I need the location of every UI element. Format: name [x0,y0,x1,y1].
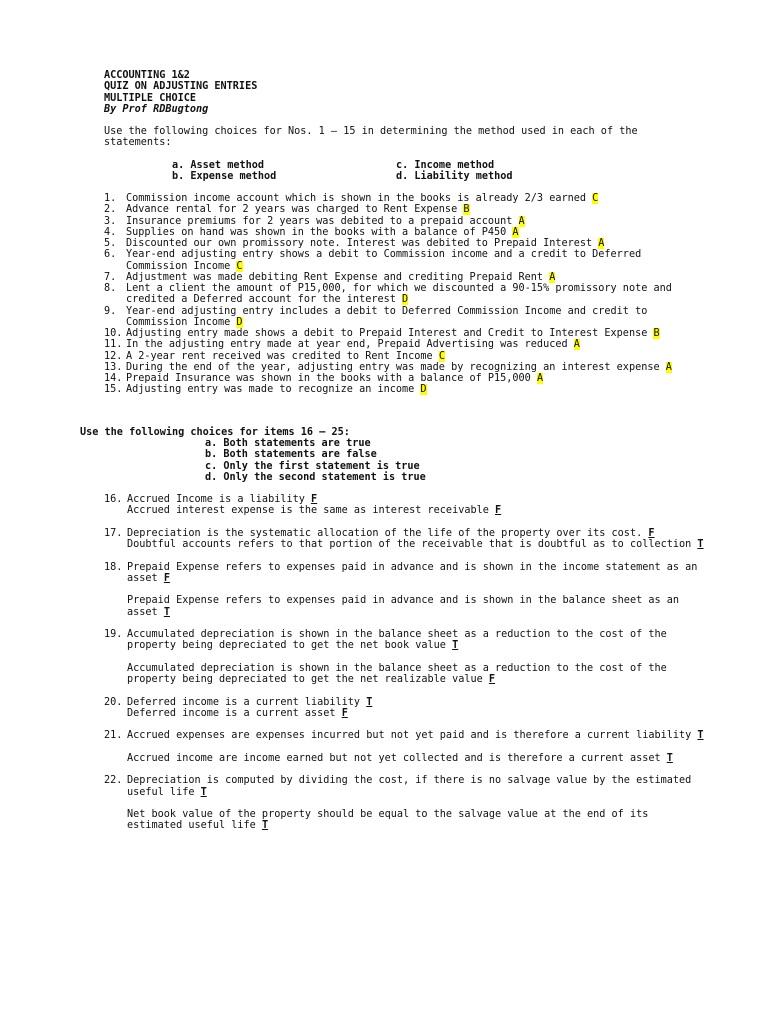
choice-a: a. Both statements are true [205,438,371,449]
statement-2: Accrued interest expense is the same as interest receivable F [127,505,502,517]
answer-highlight: D [402,294,409,306]
section1-items [104,193,704,396]
statement-2: Accumulated depreciation is shown in the balance sheet as a reduction to the cost of the property being depreciated to get the net realizable value F [127,662,667,685]
answer-highlight: A [512,226,519,238]
answer-highlight: A [518,215,525,227]
answer-mark: F [311,494,318,505]
list-item: 3. Insurance premiums for 2 years was debited to a prepaid account A [104,215,525,227]
quiz-title: QUIZ ON ADJUSTING ENTRIES [104,81,258,93]
list-item: 6. Year-end adjusting entry shows a debit to Commission income and a credit to Deferred Commission Income C [104,249,642,272]
answer-highlight: B [653,328,660,339]
course-title: ACCOUNTING 1&2 [104,70,190,81]
statement-2: Net book value of the property should be equal to the salvage value at the end of its estimated useful life T [127,809,649,832]
question-16: 16. Accrued Income is a liability F Accrued interest expense is the same as interest receivable F [104,494,704,517]
list-item: 7. Adjustment was made debiting Rent Expense and crediting Prepaid Rent A [104,271,556,283]
answer-highlight: A [573,339,580,351]
list-item: 13. During the end of the year, adjusting entry was made by recognizing an interest expense A [104,361,672,373]
answer-mark: T [163,606,170,618]
question-18: 18. Prepaid Expense refers to expenses paid in advance and is shown in the income statement as an asset F Prepaid Expense refers to expenses paid in advance and is shown in the balance sheet as an asset T [104,562,704,618]
answer-mark: T [452,640,459,652]
question-17: 17. Depreciation is the systematic allocation of the life of the property over its cost. F Doubtful accounts refers to that portion of the receivable that is doubtful as to collection T [104,527,704,550]
quiz-type: MULTIPLE CHOICE [104,92,197,104]
answer-mark: F [648,527,655,539]
answer-highlight: B [463,204,470,216]
answer-highlight: A [598,238,605,249]
answer-highlight: C [438,350,445,362]
answer-highlight: D [236,316,243,328]
section2-items [104,494,704,843]
choice-d: d. Only the second statement is true [205,471,426,483]
list-item: 10. Adjusting entry made shows a debit to Prepaid Interest and Credit to Interest Expense B [104,328,660,339]
answer-highlight: A [665,361,672,373]
item-text: Adjustment was made debiting Rent Expense and crediting Prepaid Rent [126,271,544,283]
answer-mark: T [261,820,269,832]
statement-2: Prepaid Expense refers to expenses paid in advance and is shown in the balance sheet as an asset T [127,595,680,618]
list-item: 8. Lent a client the amount of P15,000, for which we discounted a 90-15% promissory note and credited a Deferred account for the interest D [104,283,672,306]
item-text: Insurance premiums for 2 years was debited to a prepaid account [126,215,513,227]
statement-1: Accumulated depreciation is shown in the balance sheet as a reduction to the cost of the property being depreciated to get the net book value T [127,629,667,652]
list-item: 9. Year-end adjusting entry includes a debit to Deferred Commission Income and credit to Commission Income D [104,305,648,328]
item-text: Commission income account which is shown in the books is already 2/3 earned [126,193,587,204]
statement-1: Deferred income is a current liability T [127,696,373,708]
item-text: Advance rental for 2 years was charged to Rent Expense [126,204,458,216]
item-text: Year-end adjusting entry includes a debit to Deferred Commission Income and credit to Commission Income [126,305,648,328]
answer-mark: T [200,786,207,798]
answer-highlight: D [420,384,427,396]
answer-highlight: C [592,193,599,204]
list-item: 4. Supplies on hand was shown in the books with a balance of P450 A [104,226,519,238]
statement-1: Prepaid Expense refers to expenses paid in advance and is shown in the income statement as an asset F [127,561,698,584]
choice-c: c. Income method [396,160,495,171]
item-text: Supplies on hand was shown in the books with a balance of P450 [126,226,507,238]
question-21: 21. Accrued expenses are expenses incurred but not yet paid and is therefore a current liability T Accrued income are income earned but not yet collected and is therefore a current asset T [104,730,704,764]
list-item: 14. Prepaid Insurance was shown in the books with a balance of P15,000 A [104,373,544,384]
item-text: Year-end adjusting entry shows a debit to Commission income and a credit to Deferred Commission Income [126,249,642,272]
section2-choices [205,438,426,483]
section2-instruction: Use the following choices for items 16 – 25: [80,427,350,438]
section1-choices [172,160,552,183]
author: By Prof RDBugtong [104,103,209,115]
question-22: 22. Depreciation is computed by dividing the cost, if there is no salvage value by the estimated useful life T Net book value of the property should be equal to the salvage value at the end of its estimated useful life T [104,775,704,831]
statement-2: Accrued income are income earned but not yet collected and is therefore a current asset T [127,752,673,764]
choice-b: b. Expense method [172,171,277,183]
choice-d: d. Liability method [396,171,513,183]
answer-highlight: A [536,373,544,384]
choice-a: a. Asset method [172,160,265,171]
question-20: 20. Deferred income is a current liability T Deferred income is a current asset F [104,697,704,720]
section1-instruction: Use the following choices for Nos. 1 – 15 in determining the method used in each of the statements: [104,126,638,149]
answer-highlight: C [236,260,243,272]
list-item: 1. Commission income account which is shown in the books is already 2/3 earned C [104,193,599,204]
choice-c: c. Only the first statement is true [205,460,420,472]
item-text: Adjusting entry made shows a debit to Prepaid Interest and Credit to Interest Expense [126,328,648,339]
choice-b: b. Both statements are false [205,449,377,461]
item-text: Adjusting entry was made to recognize an income [126,384,415,396]
answer-mark: F [163,572,170,584]
answer-mark: F [341,707,348,719]
list-item: 15. Adjusting entry was made to recognize an income D [104,384,427,396]
statement-1: Accrued expenses are expenses incurred but not yet paid and is therefore a current liability T [127,730,704,742]
list-item: 12. A 2-year rent received was credited to Rent Income C [104,350,445,362]
statement-2: Doubtful accounts refers to that portion of the receivable that is doubtful as to collection T [127,539,704,550]
answer-mark: F [495,505,502,517]
document-header [104,70,257,115]
statement-1: Depreciation is the systematic allocation of the life of the property over its cost. F [127,527,655,539]
answer-mark: T [697,730,704,742]
statement-1: Accrued Income is a liability F [127,494,318,505]
item-text: Prepaid Insurance was shown in the books with a balance of P15,000 [126,373,531,384]
answer-mark: T [697,539,704,550]
item-text: During the end of the year, adjusting entry was made by recognizing an interest expense [126,361,660,373]
answer-highlight: A [549,271,556,283]
item-text: In the adjusting entry made at year end, Prepaid Advertising was reduced [126,339,568,351]
list-item: 11. In the adjusting entry made at year end, Prepaid Advertising was reduced A [104,339,580,351]
statement-1: Depreciation is computed by dividing the cost, if there is no salvage value by the estimated useful life T [127,775,692,798]
item-text: A 2-year rent received was credited to Rent Income [126,350,433,362]
list-item: 2. Advance rental for 2 years was charged to Rent Expense B [104,204,470,216]
item-text: Lent a client the amount of P15,000, for which we discounted a 90-15% promissory note and credited a Deferred account for the interest [126,283,672,306]
list-item: 5. Discounted our own promissory note. Interest was debited to Prepaid Interest A [104,238,605,249]
answer-mark: T [666,752,673,764]
answer-mark: T [366,696,373,708]
answer-mark: F [488,674,496,685]
question-19: 19. Accumulated depreciation is shown in the balance sheet as a reduction to the cost of the property being depreciated to get the net book value T Accumulated depreciation is shown in the balance sheet as a reduction to the cost of the property being depreciated to get the net realizable value F [104,629,704,685]
item-text: Discounted our own promissory note. Interest was debited to Prepaid Interest [126,238,593,249]
statement-2: Deferred income is a current asset F [127,707,348,719]
